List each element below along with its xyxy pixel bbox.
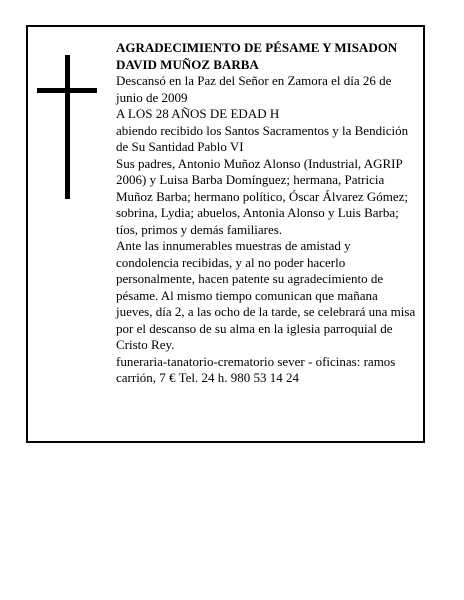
age-statement: A LOS 28 AÑOS DE EDAD H	[116, 106, 280, 121]
sacraments-statement: abiendo recibido los Santos Sacramentos y la Bendición de Su Santidad Pablo VI	[116, 122, 409, 154]
gratitude-statement: Ante las innumerables muestras de amistad y condolencia recibidas, y al no poder hacerlo personalmente, hacen patente su agradecimiento de pésame. Al mismo tiempo comunican que mañana jueves, día 2, a las ocho de la tarde, se celebrará una misa por el descanso de su alma en la iglesia parroquial de Cristo Rey.	[116, 238, 416, 352]
cross-icon	[37, 55, 97, 199]
funeral-home-info: funeraria-tanatorio-crematorio sever - oficinas: ramos carrión, 7 € Tel. 24 h. 980 53 14 24	[116, 353, 396, 385]
notice-text	[116, 40, 416, 387]
family-list: Sus padres, Antonio Muñoz Alonso (Industrial, AGRIP 2006) y Luisa Barba Domínguez; hermana, Patricia Muñoz Barba; hermano político, Óscar Álvarez Gómez; sobrina, Lydia; abuelos, Antonia Alonso y Luis Barba; tíos, primos y demás familiares.	[116, 155, 409, 237]
cross-vertical-bar	[65, 55, 70, 199]
notice-heading: AGRADECIMIENTO DE PÉSAME Y MISADON DAVID MUÑOZ BARBA	[116, 40, 398, 72]
rest-statement: Descansó en la Paz del Señor en Zamora el día 26 de junio de 2009	[116, 73, 392, 105]
cross-horizontal-bar	[37, 88, 97, 93]
obituary-notice	[26, 25, 425, 443]
